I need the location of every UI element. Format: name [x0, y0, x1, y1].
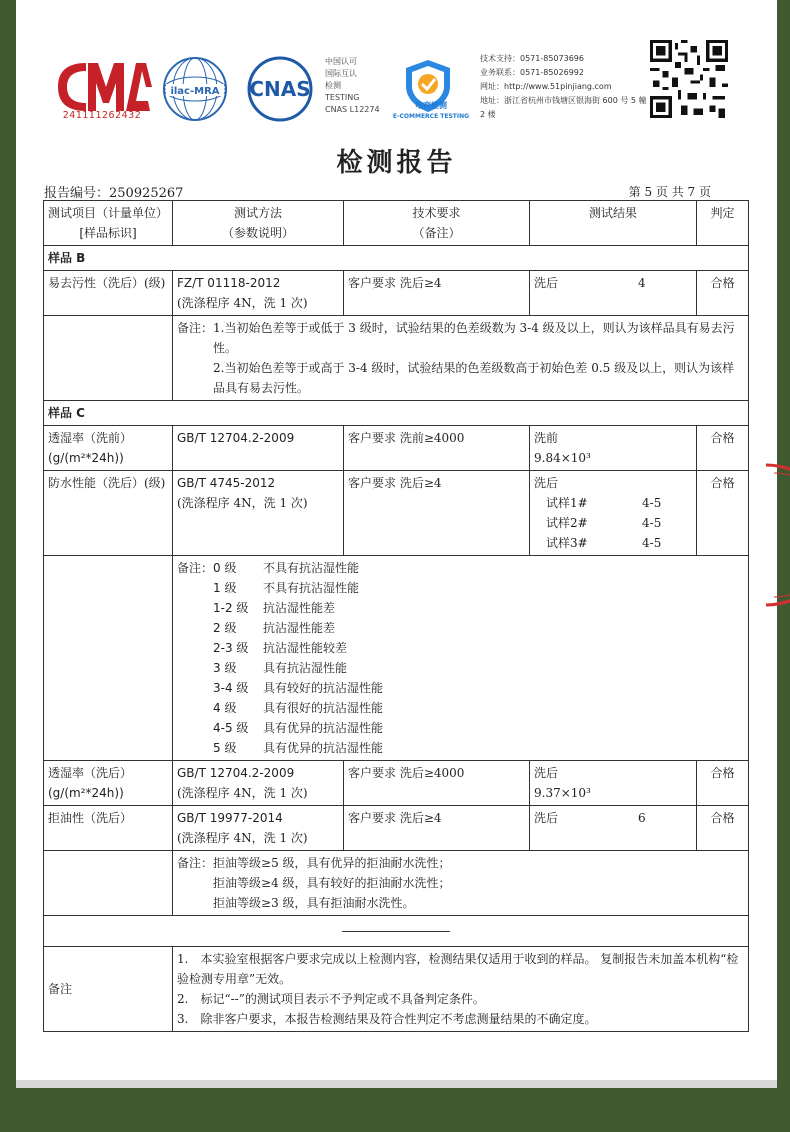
grade-level: 0 级 — [213, 561, 237, 575]
header-item-sub: [样品标识] — [79, 226, 137, 240]
result-cell — [530, 806, 697, 851]
cma-number: 241111262432 — [62, 110, 142, 121]
header-method — [173, 201, 344, 246]
footer-note-cell — [173, 947, 749, 1032]
item-cell — [44, 426, 173, 471]
sample-row — [44, 246, 749, 271]
grade-level: 5 级 — [213, 741, 237, 755]
empty-cell — [44, 316, 173, 401]
grade-line — [213, 558, 383, 578]
item-label: 透湿率（洗后） — [48, 766, 133, 780]
grade-description: 具有抗沾湿性能 — [263, 661, 348, 675]
end-divider — [342, 931, 450, 932]
grade-description: 不具有抗沾湿性能 — [263, 581, 360, 595]
specimen-line — [534, 493, 692, 513]
result-value: 9.37×10³ — [534, 786, 591, 800]
result-value: 9.84×10³ — [534, 451, 591, 465]
method-standard: GB/T 19977-2014 — [177, 811, 283, 825]
method-params: (洗涤程序 4N，洗 1 次) — [177, 496, 308, 510]
note-cell — [173, 316, 749, 401]
note-line: 拒油等级≥3 级，具有拒油耐水洗性。 — [213, 896, 415, 910]
header-method-sub: （参数说明） — [221, 226, 294, 240]
grade-description: 具有较好的抗沾湿性能 — [263, 681, 384, 695]
address: 地址：浙江省杭州市钱塘区银海街 600 号 5 幢 2 楼 — [480, 96, 647, 119]
grade-description: 具有优异的抗沾湿性能 — [263, 721, 384, 735]
footer-note-line: 1. 本实验室根据客户要求完成以上检测内容，检测结果仅适用于收到的样品。 复制报告未加盖本机构“检验检测专用章”无效。 — [177, 952, 739, 986]
result-cell — [530, 471, 697, 556]
method-standard: GB/T 12704.2-2009 — [177, 766, 295, 780]
method-standard: GB/T 4745-2012 — [177, 476, 276, 490]
method-cell — [173, 271, 344, 316]
requirement-cell: 客户要求 洗后≥4 — [344, 471, 530, 556]
table-row — [44, 471, 749, 556]
note-prefix: 备注： — [177, 321, 214, 335]
specimen-value: 4-5 — [642, 536, 662, 550]
item-cell: 易去污性（洗后）(级) — [44, 271, 173, 316]
footer-note-line: 2. 标记“--”的测试项目表示不予判定或不具备判定条件。 — [177, 992, 485, 1006]
grade-description: 抗沾湿性能较差 — [263, 641, 348, 655]
cnas-info-line: 检测 — [325, 81, 341, 90]
item-cell — [44, 761, 173, 806]
note-cell — [173, 556, 749, 761]
grade-description: 抗沾湿性能差 — [263, 621, 336, 635]
result-cell — [530, 271, 697, 316]
grade-level: 3-4 级 — [213, 681, 249, 695]
grade-level: 4-5 级 — [213, 721, 249, 735]
method-cell — [173, 471, 344, 556]
judge-cell: 合格 — [697, 471, 749, 556]
note-line: 1.当初始色差等于或低于 3 级时，试验结果的色差级数为 3-4 级及以上，则认为该样品具有易去污性。 — [213, 321, 735, 355]
grade-line — [213, 678, 383, 698]
grade-level: 2 级 — [213, 621, 237, 635]
header-requirement-label: 技术要求 — [412, 206, 461, 220]
cnas-info-line: CNAS L12274 — [325, 105, 380, 114]
table-row — [44, 271, 749, 316]
requirement-cell: 客户要求 洗后≥4 — [344, 271, 530, 316]
grade-description: 具有很好的抗沾湿性能 — [263, 701, 384, 715]
judge-cell: 合格 — [697, 806, 749, 851]
contact-info — [480, 52, 650, 122]
item-cell: 拒油性（洗后） — [44, 806, 173, 851]
ilac-text: ilac-MRA — [170, 86, 220, 97]
grade-level: 1 级 — [213, 581, 237, 595]
item-cell: 防水性能（洗后）(级) — [44, 471, 173, 556]
grade-level: 3 级 — [213, 661, 237, 675]
method-cell — [173, 806, 344, 851]
footer-note-row — [44, 947, 749, 1032]
ecommerce-label-cn: 电商检测 — [415, 101, 447, 110]
ecommerce-label-en: E-COMMERCE TESTING — [392, 113, 470, 120]
sample-row — [44, 401, 749, 426]
item-unit: (g/(m²*24h)) — [48, 786, 124, 800]
judge-cell: 合格 — [697, 426, 749, 471]
cnas-text: CNAS — [249, 77, 311, 101]
note-line: 拒油等级≥5 级，具有优异的拒油耐水洗性； — [213, 856, 451, 870]
header-item-label: 测试项目（计量单位） — [48, 206, 169, 220]
item-unit: (g/(m²*24h)) — [48, 451, 124, 465]
report-number-label: 报告编号： — [44, 186, 110, 201]
ecommerce-testing-label — [386, 100, 476, 122]
method-cell — [173, 761, 344, 806]
cnas-logo — [236, 56, 324, 122]
grade-level: 4 级 — [213, 701, 237, 715]
sample-b-label: 样品 B — [44, 246, 749, 271]
note-row — [44, 316, 749, 401]
grade-line — [213, 578, 383, 598]
result-label: 洗后 — [534, 276, 559, 290]
grade-line — [213, 698, 383, 718]
result-label: 洗后 — [534, 476, 559, 490]
method-params: (洗涤程序 4N，洗 1 次) — [177, 296, 308, 310]
end-marker-row — [44, 916, 749, 947]
table-row — [44, 761, 749, 806]
note-row — [44, 851, 749, 916]
note-cell — [173, 851, 749, 916]
note-line: 拒油等级≥4 级，具有较好的拒油耐水洗性； — [213, 876, 451, 890]
result-value: 4 — [638, 276, 646, 290]
grade-description: 不具有抗沾湿性能 — [263, 561, 360, 575]
result-cell — [530, 426, 697, 471]
cnas-info-line: 中国认可 — [325, 57, 357, 66]
item-label: 透湿率（洗前） — [48, 431, 133, 445]
grade-line — [213, 598, 383, 618]
method-cell: GB/T 12704.2-2009 — [173, 426, 344, 471]
grade-line — [213, 658, 383, 678]
note-prefix: 备注： — [177, 561, 214, 575]
result-label: 洗后 — [534, 811, 559, 825]
requirement-cell: 客户要求 洗后≥4000 — [344, 761, 530, 806]
header-method-label: 测试方法 — [233, 206, 282, 220]
cnas-info — [325, 56, 380, 116]
grade-line — [213, 618, 383, 638]
header-judge: 判定 — [697, 201, 749, 246]
requirement-cell: 客户要求 洗前≥4000 — [344, 426, 530, 471]
grade-line — [213, 738, 383, 758]
report-number-value: 250925267 — [109, 186, 184, 201]
grade-description: 抗沾湿性能差 — [263, 601, 336, 615]
grade-level: 1-2 级 — [213, 601, 249, 615]
red-seal-stamp — [752, 455, 790, 615]
specimen-line — [534, 513, 692, 533]
qr-code-icon[interactable] — [650, 40, 728, 118]
footer-note-line: 3. 除非客户要求，本报告检测结果及符合性判定不考虑测量结果的不确定度。 — [177, 1012, 597, 1026]
support-phone: 技术支持：0571-85073696 — [480, 54, 584, 63]
note-line: 2.当初始色差等于或高于 3-4 级时，试验结果的色差级数高于初始色差 0.5 级及以上，则认为该样品具有易去污性。 — [213, 361, 735, 395]
footer-note-label: 备注 — [44, 947, 173, 1032]
method-params: (洗涤程序 4N，洗 1 次) — [177, 831, 308, 845]
website: 网址：http://www.51pinjiang.com — [480, 82, 612, 91]
page-info: 第 5 页 共 7 页 — [628, 185, 711, 199]
empty-cell — [44, 556, 173, 761]
method-params: (洗涤程序 4N，洗 1 次) — [177, 786, 308, 800]
specimen-value: 4-5 — [642, 496, 662, 510]
specimen-name: 试样3# — [546, 536, 588, 550]
end-marker-cell — [44, 916, 749, 947]
grade-line — [213, 638, 383, 658]
judge-cell: 合格 — [697, 761, 749, 806]
specimen-name: 试样1# — [546, 496, 588, 510]
results-table — [43, 200, 749, 1032]
grade-level: 2-3 级 — [213, 641, 249, 655]
grade-line — [213, 718, 383, 738]
note-row — [44, 556, 749, 761]
report-title: 检测报告 — [336, 148, 457, 178]
method-standard: FZ/T 01118-2012 — [177, 276, 281, 290]
result-label: 洗前 — [534, 431, 559, 445]
requirement-cell: 客户要求 洗后≥4 — [344, 806, 530, 851]
header-result: 测试结果 — [530, 201, 697, 246]
result-value: 6 — [638, 811, 646, 825]
specimen-line — [534, 533, 692, 553]
sample-c-label: 样品 C — [44, 401, 749, 426]
specimen-name: 试样2# — [546, 516, 588, 530]
header-logos — [16, 38, 777, 128]
result-cell — [530, 761, 697, 806]
header-item — [44, 201, 173, 246]
grade-description: 具有优异的抗沾湿性能 — [263, 741, 384, 755]
note-prefix: 备注： — [177, 856, 214, 870]
header-requirement-sub: （备注） — [412, 226, 461, 240]
cnas-info-line: TESTING — [325, 93, 360, 102]
empty-cell — [44, 851, 173, 916]
table-header-row — [44, 201, 749, 246]
report-number — [44, 182, 183, 201]
cnas-info-line: 国际互认 — [325, 69, 357, 78]
page-shadow — [16, 1080, 777, 1088]
header-requirement — [344, 201, 530, 246]
table-row — [44, 806, 749, 851]
ilac-mra-logo — [162, 56, 228, 122]
judge-cell: 合格 — [697, 271, 749, 316]
business-phone: 业务联系：0571-85026992 — [480, 68, 584, 77]
grade-list — [213, 558, 383, 758]
specimen-value: 4-5 — [642, 516, 662, 530]
report-page — [16, 0, 777, 1080]
table-row — [44, 426, 749, 471]
result-label: 洗后 — [534, 766, 559, 780]
